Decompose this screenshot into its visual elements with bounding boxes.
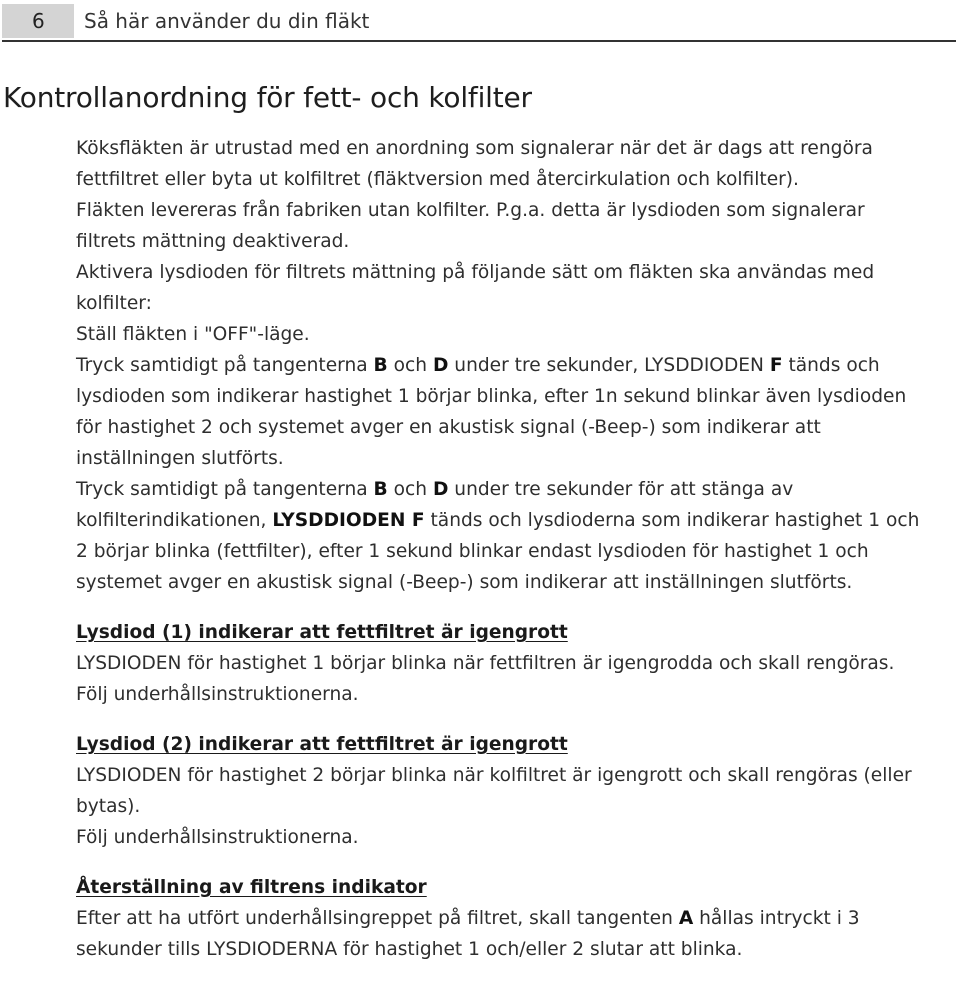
text-line: för hastighet 2 och systemet avger en akustisk signal (-Beep-) som indikerar att bbox=[76, 417, 821, 438]
section-heading: Återställning av filtrens indikator bbox=[76, 877, 427, 898]
text-line: Köksfläkten är utrustad med en anordning som signalerar när det är dags att rengöra bbox=[76, 138, 873, 159]
text-segment: under tre sekunder för att stänga av bbox=[448, 479, 794, 500]
text-line bbox=[76, 903, 956, 934]
text-segment: Tryck samtidigt på tangenterna bbox=[76, 479, 374, 500]
text-segment: och bbox=[387, 355, 433, 376]
key-d-label: D bbox=[432, 355, 449, 376]
text-line bbox=[76, 350, 956, 381]
text-segment: och bbox=[387, 479, 433, 500]
text-line bbox=[76, 474, 956, 505]
section-reset-indicator bbox=[76, 872, 956, 965]
page-title: Kontrollanordning för fett- och kolfilter bbox=[3, 81, 532, 114]
key-b-label: B bbox=[373, 479, 388, 500]
text-segment: Tryck samtidigt på tangenterna bbox=[76, 355, 374, 376]
section-led-2 bbox=[76, 729, 956, 853]
text-line: bytas). bbox=[76, 796, 141, 817]
text-line bbox=[76, 505, 956, 536]
text-line: Följ underhållsinstruktionerna. bbox=[76, 827, 359, 848]
text-line: systemet avger en akustisk signal (-Beep-) som indikerar att inställningen slutförts. bbox=[76, 572, 853, 593]
text-line: Fläkten levereras från fabriken utan kolfilter. P.g.a. detta är lysdioden som signalerar bbox=[76, 200, 865, 221]
section-heading: Lysdiod (2) indikerar att fettfiltret är igengrott bbox=[76, 734, 568, 755]
text-segment: kolfilterindikationen, bbox=[76, 510, 273, 531]
text-line: filtrets mättning deaktiverad. bbox=[76, 231, 350, 252]
key-d-label: D bbox=[432, 479, 449, 500]
page-header bbox=[0, 4, 960, 40]
key-a-label: A bbox=[678, 908, 694, 929]
text-line: fettfiltret eller byta ut kolfiltret (fläktversion med återcirkulation och kolfilter). bbox=[76, 169, 799, 190]
text-segment: hållas intryckt i 3 bbox=[693, 908, 860, 929]
section-spacer bbox=[76, 598, 956, 617]
text-line: kolfilter: bbox=[76, 293, 152, 314]
text-segment: Efter att ha utfört underhållsingreppet på filtret, skall tangenten bbox=[76, 908, 679, 929]
led-f-label: LYSDDIODEN F bbox=[272, 510, 425, 531]
header-divider bbox=[2, 40, 956, 42]
key-f-label: F bbox=[769, 355, 783, 376]
text-line: lysdioden som indikerar hastighet 1 börjar blinka, efter 1n sekund blinkar även lysdioden bbox=[76, 386, 907, 407]
intro-paragraph bbox=[76, 133, 956, 598]
text-line: 2 börjar blinka (fettfilter), efter 1 sekund blinkar endast lysdioden för hastighet 1 och bbox=[76, 541, 869, 562]
document-body bbox=[76, 133, 956, 965]
text-line: inställningen slutförts. bbox=[76, 448, 284, 469]
section-spacer bbox=[76, 853, 956, 872]
section-heading: Lysdiod (1) indikerar att fettfiltret är igengrott bbox=[76, 622, 568, 643]
text-line: sekunder tills LYSDIODERNA för hastighet 1 och/eller 2 slutar att blinka. bbox=[76, 939, 743, 960]
text-segment: tänds och lysdioderna som indikerar hastighet 1 och bbox=[424, 510, 920, 531]
text-line: Ställ fläkten i "OFF"-läge. bbox=[76, 324, 310, 345]
text-line: Aktivera lysdioden för filtrets mättning på följande sätt om fläkten ska användas med bbox=[76, 262, 875, 283]
text-line: LYSDIODEN för hastighet 1 börjar blinka när fettfiltren är igengrodda och skall rengöras. bbox=[76, 653, 895, 674]
section-led-1 bbox=[76, 617, 956, 710]
key-b-label: B bbox=[373, 355, 388, 376]
text-segment: tänds och bbox=[782, 355, 880, 376]
header-title: Så här använder du din fläkt bbox=[84, 9, 370, 33]
text-line: Följ underhållsinstruktionerna. bbox=[76, 684, 359, 705]
page-number: 6 bbox=[2, 4, 74, 38]
text-line: LYSDIODEN för hastighet 2 börjar blinka när kolfiltret är igengrott och skall rengöras (eller bbox=[76, 765, 912, 786]
text-segment: under tre sekunder, LYSDDIODEN bbox=[448, 355, 770, 376]
section-spacer bbox=[76, 710, 956, 729]
